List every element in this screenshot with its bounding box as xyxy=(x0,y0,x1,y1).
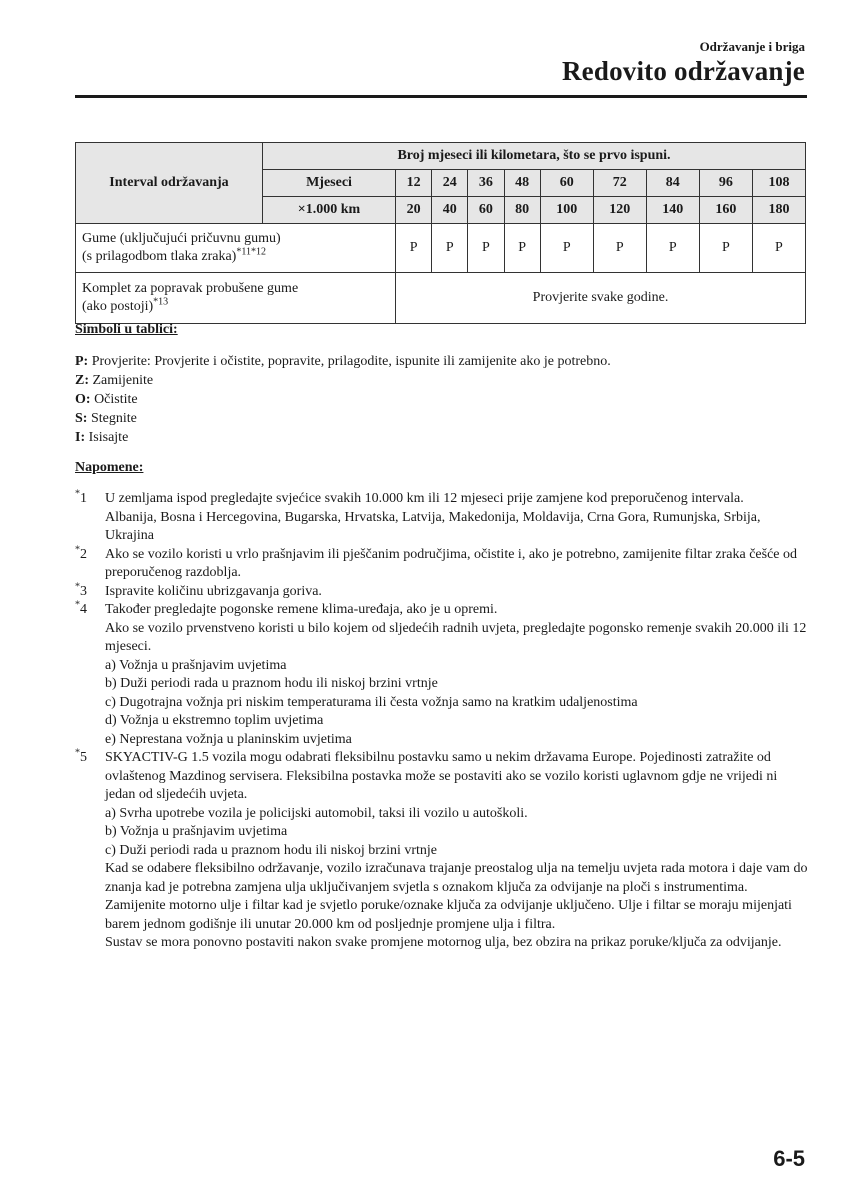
tires-label-line1: Gume (uključujući pričuvnu gumu) xyxy=(82,231,281,246)
note-2-text: Ako se vozilo koristi u vrlo prašnjavim ili pješčanim područjima, očistite i, ako je potrebno, zamijenite filtar zraka češće od preporučenog razdoblja. xyxy=(105,546,798,580)
repair-kit-footnote-ref: *13 xyxy=(153,296,169,308)
maintenance-table xyxy=(75,142,806,324)
repair-kit-interval: Provjerite svake godine. xyxy=(396,273,806,324)
span-header: Broj mjeseci ili kilometara, što se prvo ispuni. xyxy=(263,143,806,170)
note-1 xyxy=(75,490,810,546)
note-5-text: SKYACTIV-G 1.5 vozila mogu odabrati fleksibilnu postavku samo u nekim državama Europe. Pojedinosti zatražite od ovlaštenog Mazdinog servisera. Fleksibilna postavka može se postaviti ako se vozilo koristi uglavnom gdje ne vrijedi ni jedan od sljedećih uvjeta. xyxy=(105,750,778,802)
note-marker: *3 xyxy=(75,580,87,599)
list-item: b) Vožnja u prašnjavim uvjetima xyxy=(105,824,288,839)
repair-kit-label-line1: Komplet za popravak probušene gume xyxy=(82,281,299,296)
months-value-cell: 24 xyxy=(432,170,468,197)
tires-label xyxy=(76,224,396,273)
months-value-cell: 12 xyxy=(396,170,432,197)
section-label: Održavanje i briga xyxy=(699,39,805,54)
note-1-countries: Albanija, Bosna i Hercegovina, Bugarska, Hrvatska, Latvija, Makedonija, Moldavija, Crna Gora, Rumunjska, Srbija, Ukrajina xyxy=(105,509,761,543)
months-value-cell: 36 xyxy=(468,170,504,197)
tires-check-cell: P xyxy=(432,224,468,273)
months-value-cell: 72 xyxy=(593,170,646,197)
note-1-text: U zemljama ispod pregledajte svjećice svakih 10.000 km ili 12 mjeseci prije zamjene kod preporučenog intervala. xyxy=(105,491,744,506)
km-value-cell: 80 xyxy=(504,197,540,224)
list-item: b) Duži periodi rada u praznom hodu ili niskoj brzini vrtnje xyxy=(105,676,438,691)
note-3-text: Ispravite količinu ubrizgavanja goriva. xyxy=(105,583,322,599)
repair-kit-label-line2: (ako postoji) xyxy=(82,299,154,314)
notes-heading: Napomene: xyxy=(75,460,144,475)
tires-check-cell: P xyxy=(646,224,699,273)
note-marker: *4 xyxy=(75,599,87,617)
list-item: a) Vožnja u prašnjavim uvjetima xyxy=(105,657,287,673)
tires-check-cell: P xyxy=(540,224,593,273)
tires-footnote-ref: *11*12 xyxy=(236,246,266,258)
note-3 xyxy=(75,580,810,602)
note-5 xyxy=(75,749,810,953)
km-label: ×1.000 km xyxy=(263,197,396,224)
tires-check-cell: P xyxy=(468,224,504,273)
note-4-text: Također pregledajte pogonske remene klima-uređaja, ako je u opremi. xyxy=(105,602,498,617)
km-value-cell: 100 xyxy=(540,197,593,224)
page-number: 6-5 xyxy=(773,1146,805,1171)
km-value-cell: 60 xyxy=(468,197,504,224)
months-value-cell: 60 xyxy=(540,170,593,197)
list-item: c) Dugotrajna vožnja pri niskim temperaturama ili česta vožnja samo na kratkim udaljenostima xyxy=(105,694,638,710)
note-5-replace: Zamijenite motorno ulje i filtar kad je svjetlo poruke/oznake ključa za odvijanje uključeno. Ulje i filtar se moraju mijenjati barem jednom godišnje ili unutar 20.000 km od posljednje promjene ulja i filtra. xyxy=(105,898,792,932)
interval-label: Interval održavanja xyxy=(76,143,263,224)
months-value-cell: 84 xyxy=(646,170,699,197)
list-item: e) Neprestana vožnja u planinskim uvjetima xyxy=(105,731,352,747)
months-value-cell: 108 xyxy=(752,170,805,197)
km-value-cell: 120 xyxy=(593,197,646,224)
note-marker: *1 xyxy=(75,488,87,506)
note-marker: *2 xyxy=(75,543,87,562)
symbol-item: S: Stegnite xyxy=(75,411,137,426)
tires-check-cell: P xyxy=(396,224,432,273)
months-value-cell: 48 xyxy=(504,170,540,197)
note-4-conditions-intro: Ako se vozilo prvenstveno koristi u bilo kojem od sljedećih radnih uvjeta, pregledajte pogonsko remenje svakih 20.000 ili 12 mjeseci. xyxy=(105,620,807,654)
tires-check-cell: P xyxy=(504,224,540,273)
symbol-item: I: Isisajte xyxy=(75,430,129,445)
months-label: Mjeseci xyxy=(263,170,396,197)
km-value-cell: 40 xyxy=(432,197,468,224)
tires-check-cell: P xyxy=(593,224,646,273)
repair-kit-label xyxy=(76,273,396,324)
tires-check-cell: P xyxy=(699,224,752,273)
symbols-list xyxy=(75,352,611,447)
list-item: d) Vožnja u ekstremno toplim uvjetima xyxy=(105,713,324,728)
tires-check-cell: P xyxy=(752,224,805,273)
months-value-cell: 96 xyxy=(699,170,752,197)
header-rule xyxy=(75,95,807,98)
symbol-item: P: Provjerite: Provjerite i očistite, popravite, prilagodite, ispunite ili zamijenite ako je potrebno. xyxy=(75,354,611,369)
note-2 xyxy=(75,543,810,583)
list-item: c) Duži periodi rada u praznom hodu ili niskoj brzini vrtnje xyxy=(105,842,438,858)
tires-label-line2: (s prilagodbom tlaka zraka) xyxy=(82,249,237,264)
km-value-cell: 180 xyxy=(752,197,805,224)
km-value-cell: 160 xyxy=(699,197,752,224)
symbols-heading: Simboli u tablici: xyxy=(75,322,178,337)
symbol-item: Z: Zamijenite xyxy=(75,373,154,388)
note-5-reset: Sustav se mora ponovno postaviti nakon svake promjene motornog ulja, bez obzira na prikaz poruke/ključa za odvijanje. xyxy=(105,935,782,950)
km-value-cell: 140 xyxy=(646,197,699,224)
list-item: a) Svrha upotrebe vozila je policijski automobil, taksi ili vozilo u autoškoli. xyxy=(105,805,528,821)
page-title: Redovito održavanje xyxy=(561,56,805,86)
notes-list xyxy=(75,490,810,953)
note-4 xyxy=(75,601,810,749)
km-value-cell: 20 xyxy=(396,197,432,224)
symbol-item: O: Očistite xyxy=(75,392,138,407)
note-5-flexible: Kad se odabere fleksibilno održavanje, vozilo izračunava trajanje preostalog ulja na temelju uvjeta rada motora i daje vam do znanja kad je potrebna zamjena ulja uključivanjem svjetla s oznakom ključa za odvijanje na ploči s instrumentima. xyxy=(105,861,808,895)
note-marker: *5 xyxy=(75,747,87,765)
